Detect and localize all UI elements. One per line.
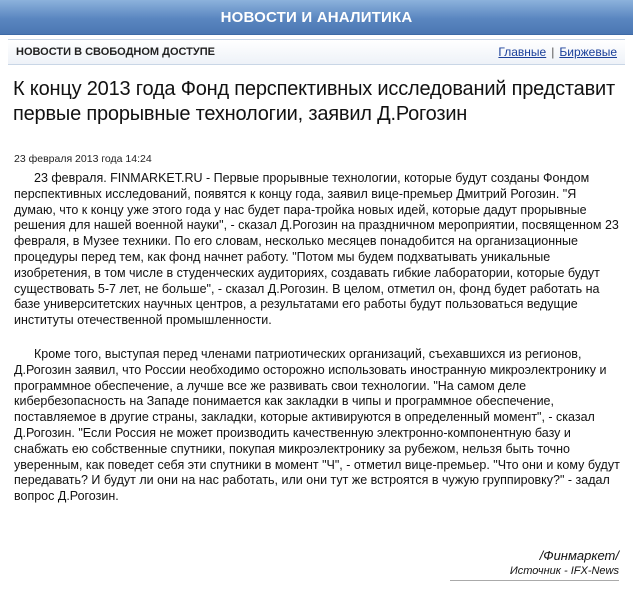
subheader-title: НОВОСТИ В СВОБОДНОМ ДОСТУПЕ [16,46,215,58]
article-date: 23 февраля 2013 года 14:24 [14,153,152,165]
section-banner [0,0,633,35]
news-subheader [8,39,625,65]
link-main-news[interactable]: Главные [498,45,547,59]
article-paragraph-2: Кроме того, выступая перед членами патриотических организаций, съехавшихся из регионов, Д.Рогозин заявил, что России необходимо осторожно использовать иностранную микроэлектронику и программное обеспечение, а лучше все же развивать свои технологии. "На самом деле кибербезопасность на Западе понимается как закладки в чипы и программное обеспечение, поставляемое в другие страны, закладки, которые активируются в определенный момент", - сказал Д.Рогозин. "Если Россия не может производить качественную электронно-компонентную базу и снабжать ею собственные спутники, покупая микроэлектронику за рубежом, нельзя быть точно уверенным, как поведет себя эти спутники в момент "Ч", - отметил вице-премьер. "Что они и кому будут передавать? И будут ли они на нас работать, или они тут же встроятся в чужую группировку?" - задал вопрос Д.Рогозин. [14,346,620,504]
article-body [14,171,621,505]
signature-source: Источник - IFX-News [450,565,619,581]
subheader-links [498,45,617,59]
article-paragraph-1: 23 февраля. FINMARKET.RU - Первые прорывные технологии, которые будут созданы Фондом перспективных исследований, появятся к концу года, заявил вице-премьер Дмитрий Рогозин. "Я думаю, что к концу уже этого года у нас будет пара-тройка новых идей, которые дадут прорывные решения для нашей военной науки", - сказал Д.Рогозин на праздничном мероприятии, посвященном 23 февраля, в Музее техники. По его словам, несколько месяцев понадобится на организационные процедуры перед тем, как фонд начнет работу. "Потом мы будем подхватывать уникальные изобретения, в том числе в студенческих аудиториях, создавать гибкие лаборатории, которые будут существовать 5-7 лет, не больше", - сказал Д.Рогозин. В целом, отметил он, фонд будет работать на базе университетских научных центров, а результатами его работы будут пользоваться ведущие институты отечественной промышленности. [14,171,619,328]
link-separator: | [551,45,555,59]
link-exchange-news[interactable]: Биржевые [559,45,617,59]
section-banner-title: НОВОСТИ И АНАЛИТИКА [220,8,413,26]
article-headline: К концу 2013 года Фонд перспективных исследований представит первые прорывные технологии, заявил Д.Рогозин [13,78,615,125]
signature-name: /Финмаркет/ [539,548,619,563]
article-signature [450,548,619,581]
